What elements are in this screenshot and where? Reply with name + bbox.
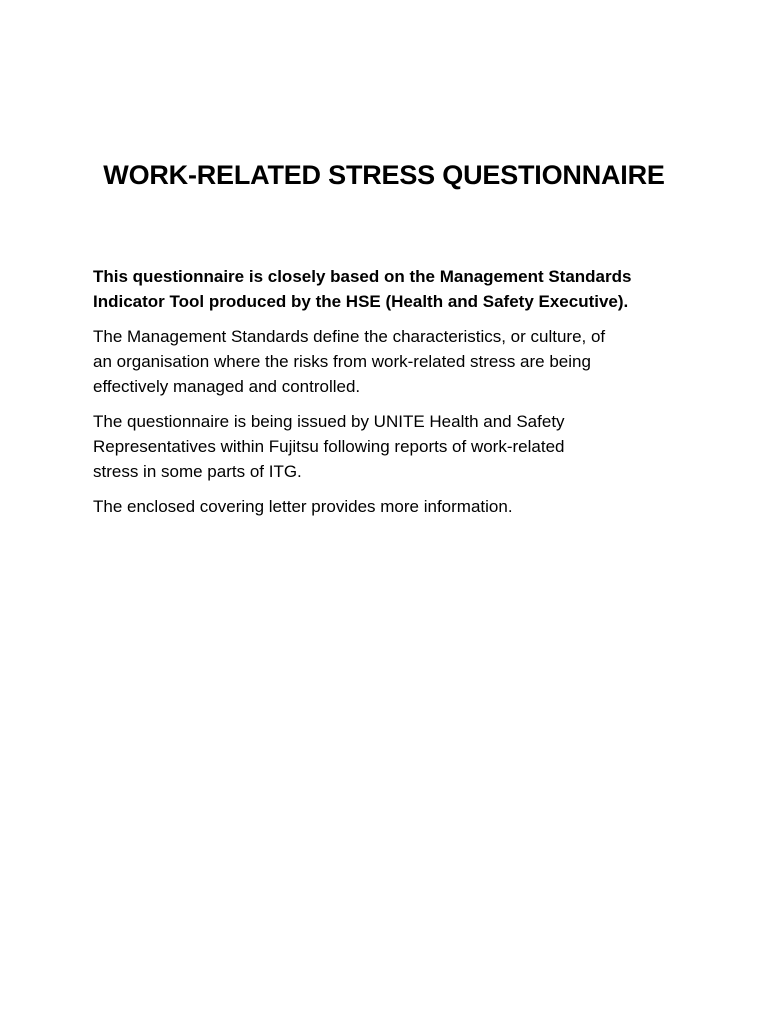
para1-line-2: an organisation where the risks from work-related stress are being [93,352,591,371]
para2-line-3: stress in some parts of ITG. [93,462,302,481]
para2-line-1: The questionnaire is being issued by UNITE Health and Safety [93,412,565,431]
para2-line-2: Representatives within Fujitsu following reports of work-related [93,437,565,456]
management-standards-paragraph [93,324,693,399]
document-title: WORK-RELATED STRESS QUESTIONNAIRE [103,160,665,190]
para3-line-1: The enclosed covering letter provides more information. [93,497,513,516]
issuance-paragraph [93,409,693,484]
covering-letter-paragraph [93,494,693,519]
intro-paragraph [93,264,693,314]
document-body [93,264,693,529]
para1-line-3: effectively managed and controlled. [93,377,361,396]
intro-line-2: Indicator Tool produced by the HSE (Health and Safety Executive). [93,292,629,311]
intro-line-1: This questionnaire is closely based on the Management Standards [93,267,632,286]
para1-line-1: The Management Standards define the characteristics, or culture, of [93,327,606,346]
